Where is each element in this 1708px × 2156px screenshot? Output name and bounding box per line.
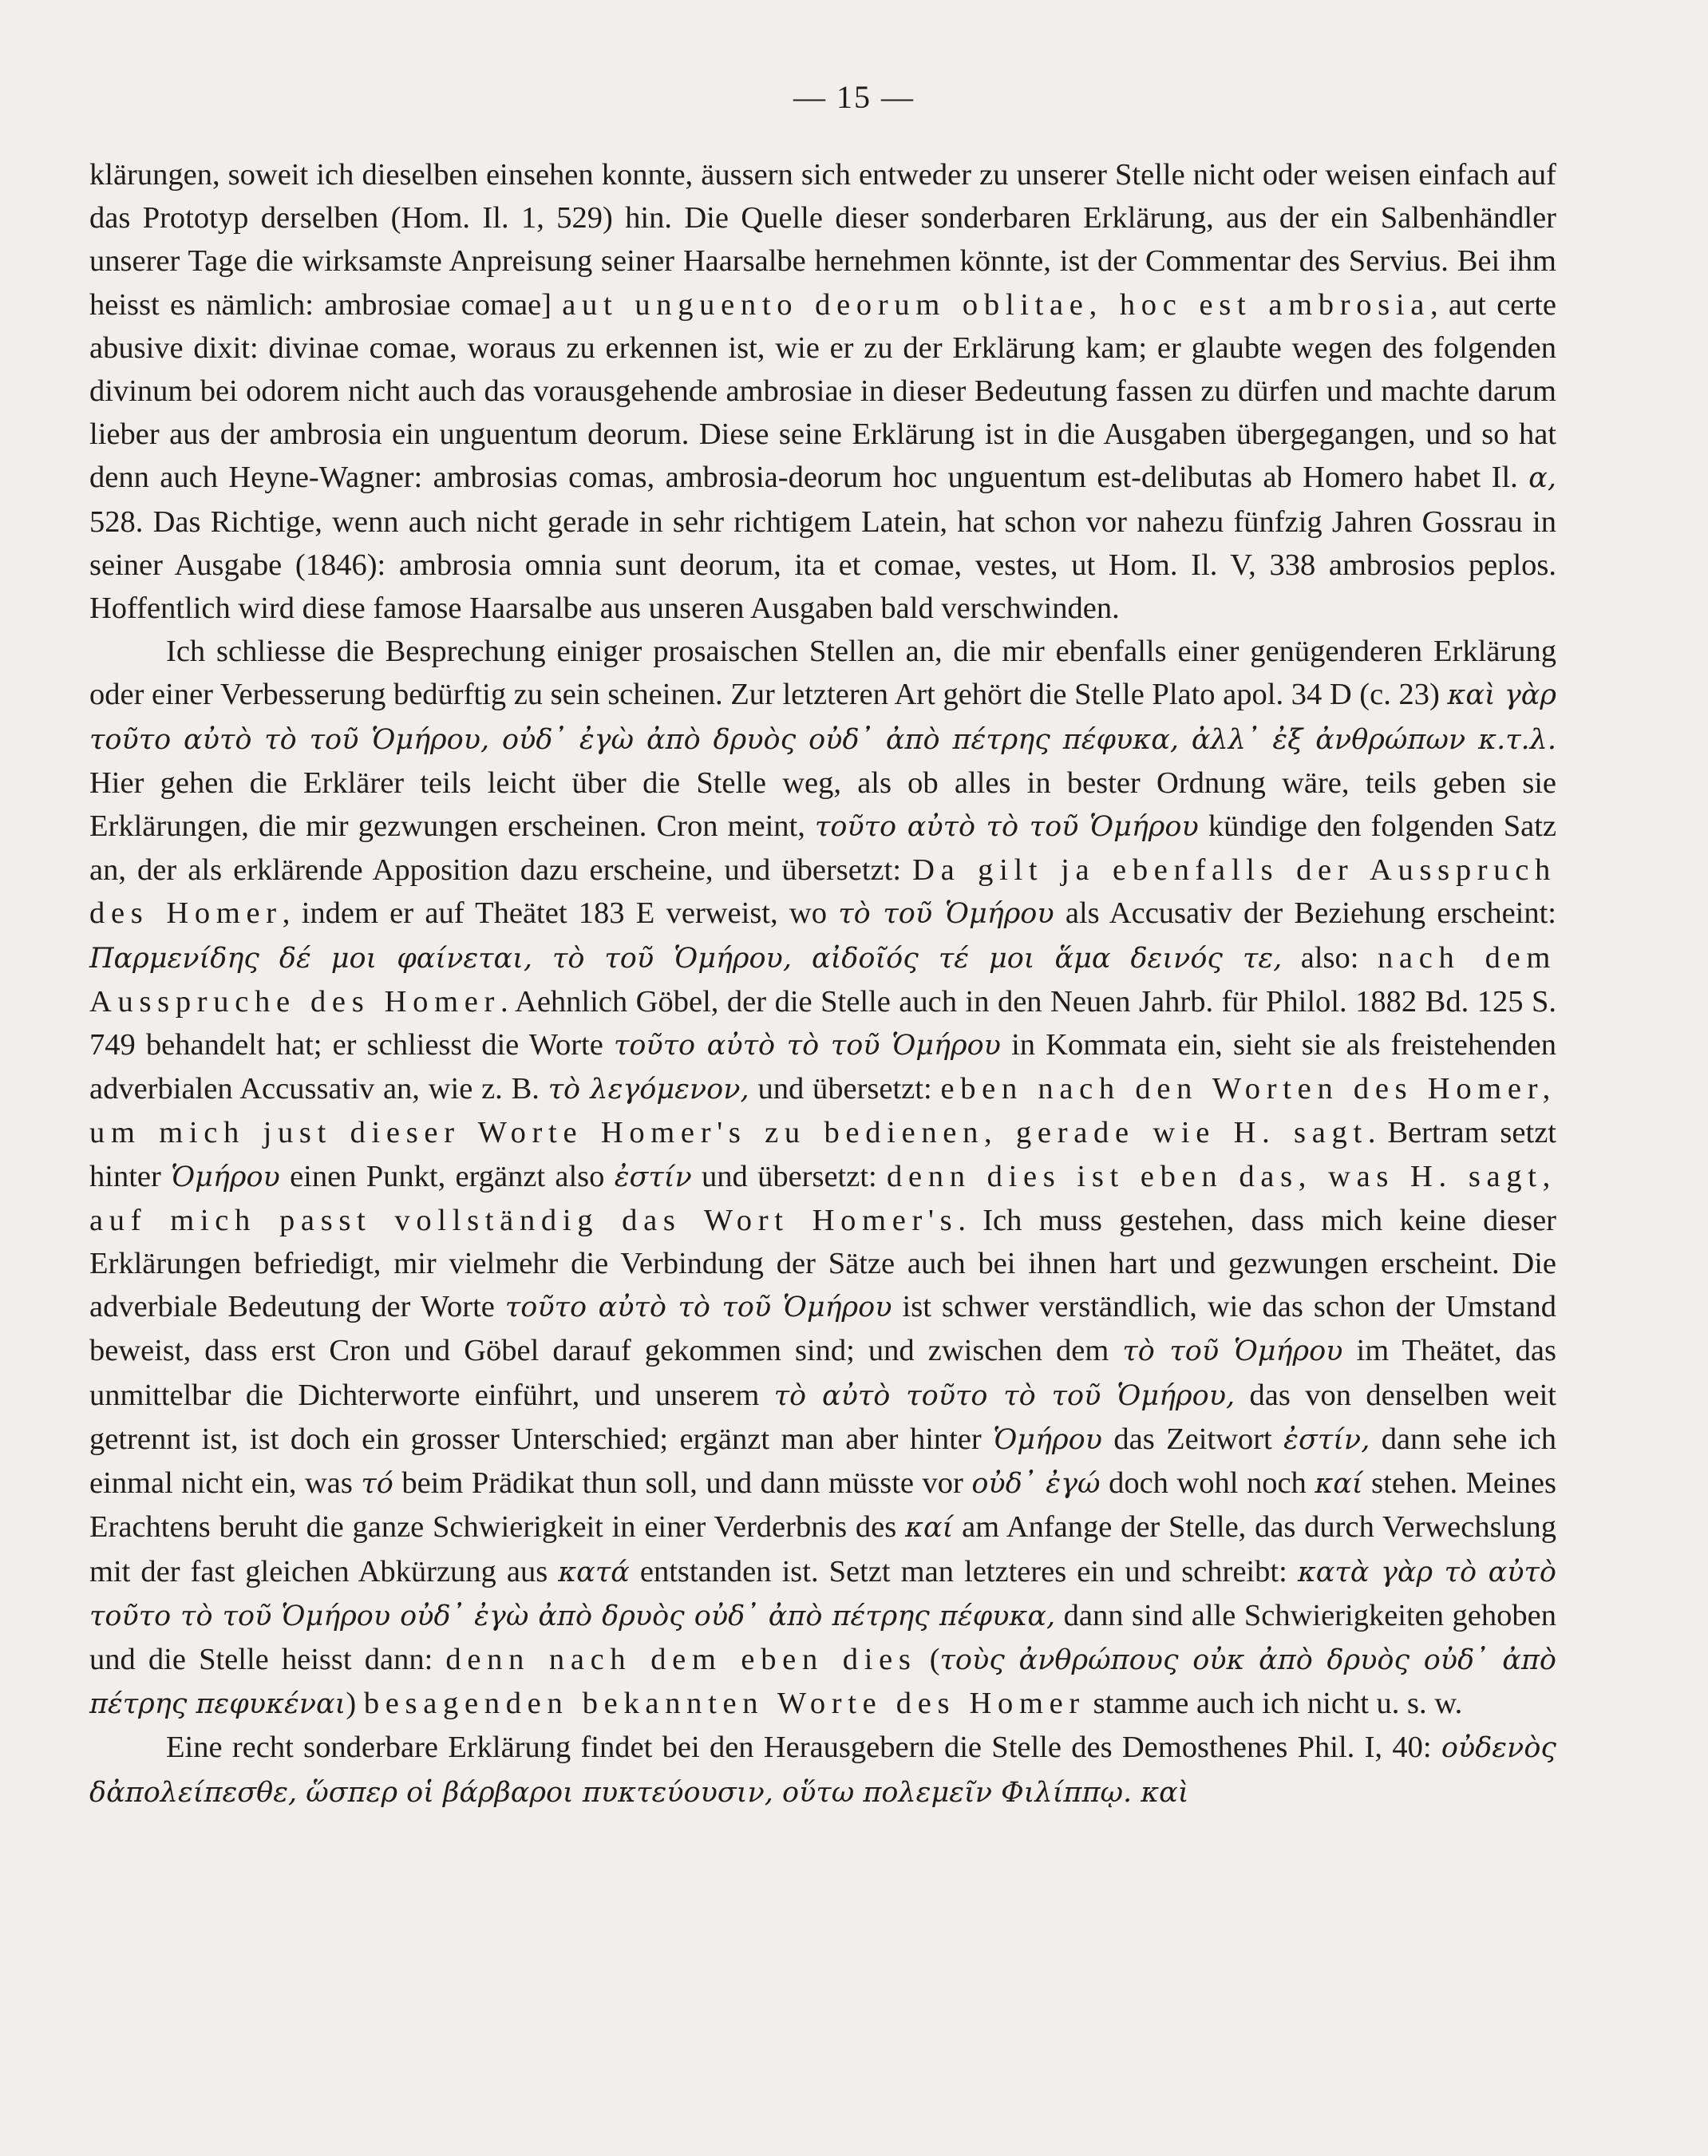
text-segment: οὐδ᾽ ἐγώ	[971, 1468, 1101, 1501]
text-segment: τοῦτο αὐτὸ τὸ τοῦ Ὁμήρου	[504, 1292, 892, 1324]
text-segment: klärungen, soweit ich dieselben einsehen konnte, äussern sich entweder zu unserer Stelle nicht oder weisen einfach auf das Prototyp derselben (Hom. Il. 1, 529) hin. Die Quelle dieser sonderbaren Erklärung, aus der ein Salbenhändler unserer Tage die wirksamste Anpreisung seiner Haarsalbe hernehmen könnte, ist der Commentar des Servius. Bei ihm heisst es nämlich: ambrosiae comae]	[89, 158, 1556, 322]
text-segment: (	[916, 1642, 940, 1676]
text-segment: 528. Das Richtige, wenn auch nicht gerade in sehr richtigem Latein, hat schon vor nahezu fünfzig Jahren Gossrau in seiner Ausgabe (1846): ambrosia omnia sunt deorum, ita et comae, vestes, ut Hom. Il. V, 338 ambrosios peplos. Hoffentlich wird diese famose Haarsalbe aus unseren Ausgaben bald verschwinden.	[89, 504, 1556, 626]
text-segment: καὶ γὰρ τοῦτο αὐτὸ τὸ τοῦ Ὁμήρου, οὐδ᾽ ἐγὼ ἀπὸ δρυὸς οὐδ᾽ ἀπὸ πέτρης πέφυκα, ἀλλ᾽ ἐξ ἀνθρώπων κ.τ.λ.	[89, 679, 1556, 756]
text-segment: das von denselben weit getrennt ist, ist doch ein grosser Unterschied; ergänzt man aber hinter	[89, 1378, 1557, 1456]
text-segment: dann sehe ich einmal nicht ein, was	[89, 1422, 1556, 1501]
text-segment: entstanden ist. Setzt man letzteres ein und schreibt:	[629, 1554, 1298, 1588]
text-segment: τὸ τοῦ Ὁμήρου	[1122, 1335, 1343, 1368]
text-segment: Ich schliesse die Besprechung einiger prosaischen Stellen an, die mir ebenfalls einer genügenderen Erklärung oder einer Verbesserung bedürftig zu sein scheinen. Zur letzteren Art gehört die Stelle Plato apol. 34 D (c. 23)	[89, 635, 1556, 712]
text-segment: Ὁμήρου	[993, 1423, 1102, 1456]
text-segment: also:	[1282, 940, 1378, 975]
text-segment: und übersetzt:	[691, 1159, 888, 1193]
text-segment: Eine recht sonderbare Erklärung findet bei den Herausgebern die Stelle des Demosthenes Phil. I, 40:	[166, 1731, 1441, 1765]
text-segment: τὸ τοῦ Ὁμήρου	[838, 898, 1054, 931]
text-segment: einen Punkt, ergänzt also	[279, 1159, 615, 1193]
text-segment: im Theätet, das unmittelbar die Dichterworte einführt, und unserem	[89, 1334, 1556, 1412]
text-segment: stamme auch ich nicht u. s. w.	[1085, 1687, 1463, 1721]
text-segment: stehen. Meines Erachtens beruht die ganze Schwierigkeit in einer Verderbnis des	[89, 1466, 1556, 1545]
text-segment: Ὁμήρου	[171, 1161, 280, 1193]
text-segment: )	[346, 1687, 364, 1721]
text-segment: α,	[1528, 462, 1556, 495]
text-segment: τὸ λεγόμενον,	[548, 1074, 749, 1106]
body-text	[89, 153, 1556, 1814]
text-segment: Hier gehen die Erklärer teils leicht über die Stelle weg, als ob alles in bester Ordnung wäre, teils geben sie Erklärungen, die mir gezwungen erscheinen. Cron meint,	[89, 765, 1556, 844]
text-segment: am Anfange der Stelle, das durch Verwechslung mit der fast gleichen Abkürzung aus	[89, 1510, 1557, 1588]
text-segment: doch wohl noch	[1100, 1466, 1315, 1501]
text-segment: τοὺς ἀνθρώπους οὐκ ἀπὸ δρυὸς οὐδ᾽ ἀπὸ πέτρης πεφυκέναι	[89, 1644, 1557, 1721]
text-segment: besagenden bekannten Worte des Homer	[363, 1687, 1085, 1721]
text-segment: . Ich muss gestehen, dass mich keine dieser Erklärungen befriedigt, mir vielmehr die Verbindung der Sätze auch bei ihnen hart und gezwungen erscheint. Die adverbiale Bedeutung der Worte	[89, 1203, 1556, 1324]
text-segment: Παρμενίδης δέ μοι φαίνεται, τὸ τοῦ Ὁμήρου, αἰδοῖός τέ μοι ἅμα δεινός τε,	[89, 942, 1283, 975]
text-segment: ἐστίν,	[1283, 1423, 1370, 1456]
text-segment: , aut certe abusive dixit: divinae comae, woraus zu erkennen ist, wie er zu der Erklärung kam; er glaubte wegen des folgenden divinum bei odorem nicht auch das vorausgehende ambrosiae in dieser Bedeutung fassen zu dürfen und machte darum lieber aus der ambrosia ein unguentum deorum. Diese seine Erklärung ist in die Ausgaben übergegangen, und so hat denn auch Heyne-Wagner: ambrosias comas, ambrosia-deorum hoc unguentum est-delibutas ab Homero habet Il.	[89, 287, 1556, 495]
text-segment: kündige den folgenden Satz an, der als erklärende Apposition dazu erscheine, und übersetzt:	[89, 809, 1556, 888]
paragraph-3	[89, 1726, 1556, 1814]
text-segment: τὸ αὐτὸ τοῦτο τὸ τοῦ Ὁμήρου,	[773, 1379, 1236, 1412]
text-segment: ist schwer verständlich, wie das schon der Umstand beweist, dass erst Cron und Göbel darauf gekommen sind; und zwischen dem	[89, 1290, 1556, 1368]
text-segment: κατά	[558, 1556, 630, 1588]
text-segment: τοῦτο αὐτὸ τὸ τοῦ Ὁμήρου	[613, 1030, 1001, 1062]
text-segment: und übersetzt:	[749, 1072, 941, 1106]
text-segment: Da gilt ja ebenfalls der Ausspruch des Homer	[89, 853, 1556, 931]
text-segment: dann sind alle Schwierigkeiten gehoben und die Stelle heisst dann:	[89, 1598, 1556, 1676]
text-segment: , indem er auf Theätet 183 E verweist, wo	[282, 896, 839, 931]
text-segment: aut unguento deorum oblitae, hoc est ambrosia	[562, 287, 1431, 322]
text-segment: denn nach dem eben dies	[445, 1642, 917, 1676]
paragraph-2	[89, 630, 1556, 1726]
text-segment: als Accusativ der Beziehung erscheint:	[1054, 896, 1556, 931]
text-segment: das Zeitwort	[1101, 1422, 1284, 1456]
text-segment: eben nach den Worten des Homer, um mich just dieser Worte Homer's zu bedienen, gerade wie H. sagt	[89, 1072, 1557, 1150]
text-segment: in Kommata ein, sieht sie als freistehenden adverbialen Accussativ an, wie z. B.	[89, 1028, 1557, 1106]
page-number: — 15 —	[793, 79, 915, 115]
text-segment: τό	[361, 1468, 393, 1501]
text-segment: beim Prädikat thun soll, und dann müsste vor	[393, 1466, 972, 1501]
text-segment: οὐδενὸς δἀπολείπεσθε, ὥσπερ οἱ βάρβαροι πυκτεύουσιν, οὕτω πολεμεῖν Φιλίππῳ. καὶ	[89, 1732, 1556, 1809]
paragraph-1	[89, 153, 1556, 630]
text-segment: καί	[1315, 1468, 1363, 1501]
text-segment: τοῦτο αὐτὸ τὸ τοῦ Ὁμήρου	[814, 811, 1199, 844]
text-segment: ἐστίν	[614, 1161, 692, 1193]
text-segment: καί	[905, 1512, 954, 1545]
text-segment: . Bertram setzt hinter	[89, 1116, 1556, 1193]
text-segment: κατὰ γὰρ τὸ αὐτὸ τοῦτο τὸ τοῦ Ὁμήρου οὐδ᾽ ἐγὼ ἀπὸ δρυὸς οὐδ᾽ ἀπὸ πέτρης πέφυκα,	[89, 1556, 1556, 1632]
text-segment: nach dem Ausspruche des Homer	[89, 940, 1557, 1019]
text-segment: . Aehnlich Göbel, der die Stelle auch in den Neuen Jahrb. für Philol. 1882 Bd. 125 S. 749 behandelt hat; er schliesst die Worte	[89, 984, 1557, 1062]
text-segment: denn dies ist eben das, was H. sagt, auf mich passt vollständig das Wort Homer's	[89, 1159, 1556, 1237]
